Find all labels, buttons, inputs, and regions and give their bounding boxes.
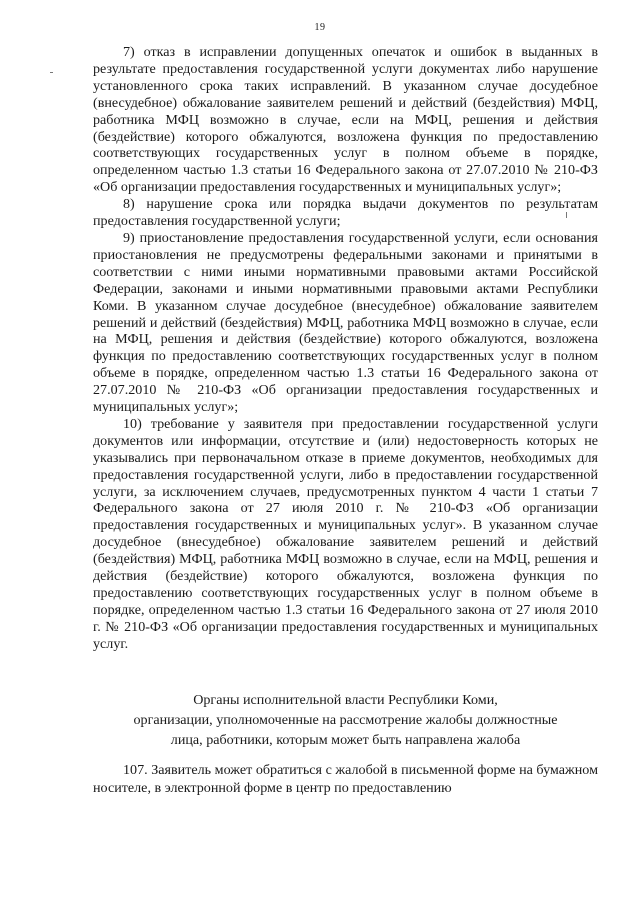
- section-heading-line-1: Органы исполнительной власти Республики Коми,: [193, 692, 498, 708]
- scan-speck: [50, 72, 53, 73]
- section-heading: [93, 690, 598, 750]
- paragraph-item-10: 10) требование у заявителя при предоставлении государственной услуги документов или информации, отсутствие и (или) недостоверность которых не указывались при первоначальном отказе в приеме документов, необходимых для предоставления государственной услуги, либо в предоставлении государственной услуги, за исключением случаев, предусмотренных пунктом 4 части 1 статьи 7 Федерального закона от 27 июля 2010 г. № 210-ФЗ «Об организации предоставления государственных и муниципальных услуг». В указанном случае досудебное (внесудебное) обжалование заявителем решений и действий (бездействия) МФЦ, работника МФЦ возможно в случае, если на МФЦ, решения и действия (бездействие) которого обжалуются, возложена функция по предоставлению соответствующих государственных услуг в полном объеме в порядке, определенном частью 1.3 статьи 16 Федерального закона от 27 июля 2010 г. № 210-ФЗ «Об организации предоставления государственных и муниципальных услуг.: [93, 415, 598, 652]
- document-body: [93, 44, 598, 653]
- paragraph-item-7: 7) отказ в исправлении допущенных опечаток и ошибок в выданных в результате предоставления государственной услуги документах либо нарушение установленного срока таких исправлений. В указанном случае досудебное (внесудебное) обжалование заявителем решений и действий (бездействия) МФЦ, работника МФЦ возможно в случае, если на МФЦ, решения и действия (бездействие) которого обжалуются, возложена функция по предоставлению соответствующих государственных услуг в полном объеме в порядке, определенном частью 1.3 статьи 16 Федерального закона от 27.07.2010 № 210-ФЗ «Об организации предоставления государственных и муниципальных услуг»;: [93, 44, 598, 196]
- paragraph-107-container: [93, 762, 598, 797]
- page-number: 19: [314, 22, 326, 33]
- paragraph-item-8: 8) нарушение срока или порядка выдачи документов по результатам предоставления государственной услуги;: [93, 196, 598, 230]
- paragraph-item-9: 9) приостановление предоставления государственной услуги, если основания приостановления не предусмотрены федеральными законами и принятыми в соответствии с ними иными нормативными правовыми актами Российской Федерации, законами и иными нормативными правовыми актами Республики Коми. В указанном случае досудебное (внесудебное) обжалование заявителем решений и действий (бездействия) МФЦ, работника МФЦ возможно в случае, если на МФЦ, решения и действия (бездействие) которого обжалуются, возложена функция по предоставлению соответствующих государственных услуг в полном объеме в порядке, определенном частью 1.3 статьи 16 Федерального закона от 27.07.2010 № 210-ФЗ «Об организации предоставления государственных и муниципальных услуг»;: [93, 229, 598, 416]
- section-heading-line-3: лица, работники, которым может быть направлена жалоба: [170, 732, 521, 748]
- section-heading-line-2: организации, уполномоченные на рассмотрение жалобы должностные: [133, 712, 558, 728]
- scan-speck: [566, 212, 567, 218]
- paragraph-107: 107. Заявитель может обратиться с жалобой в письменной форме на бумажном носителе, в электронной форме в центр по предоставлению: [93, 762, 598, 796]
